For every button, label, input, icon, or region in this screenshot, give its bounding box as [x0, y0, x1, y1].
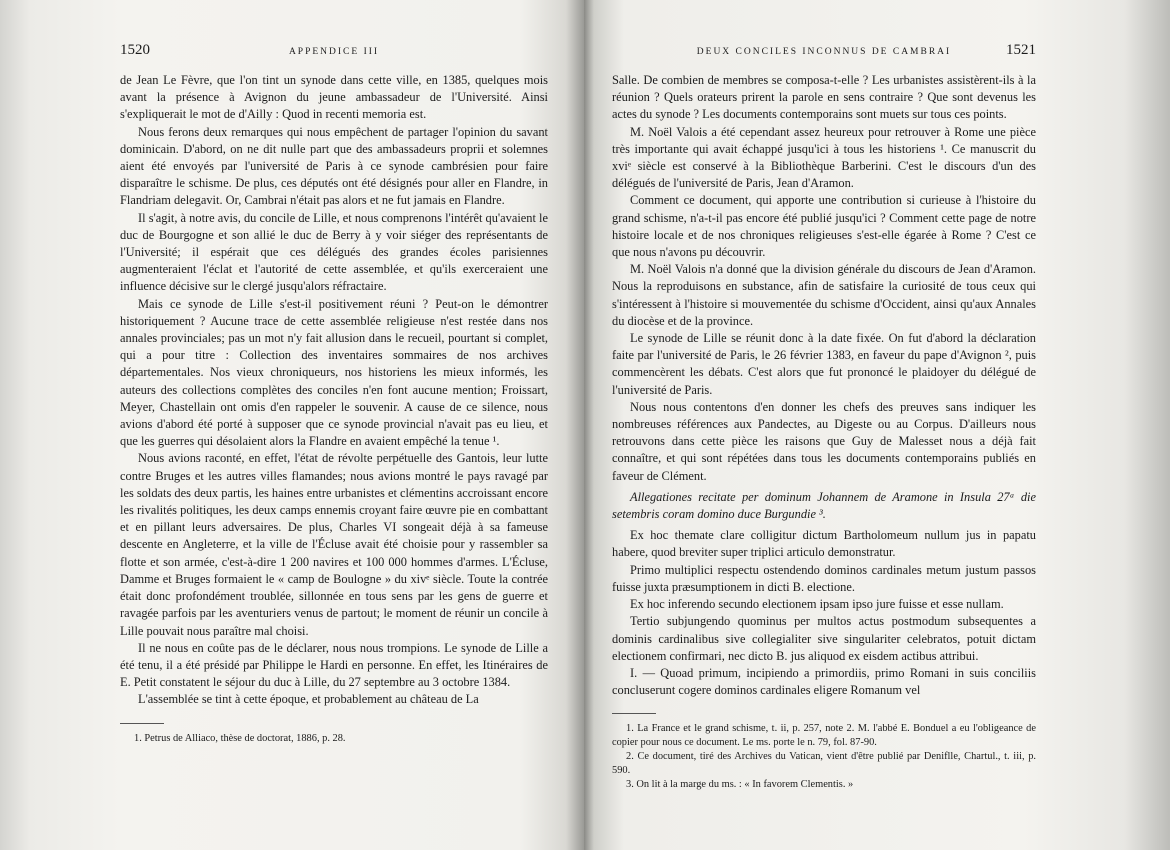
footnotes [612, 722, 1036, 792]
page-number: 1521 [1006, 42, 1036, 58]
paragraph: Il ne nous en coûte pas de le déclarer, nous nous trompions. Le synode de Lille a été tenu, il a été présidé par Philippe le Hardi en personne. En effet, les Itinéraires de E. Petit constatent le séjour du duc à Lille, du 27 septembre au 3 octobre 1384. [120, 640, 548, 690]
paragraph: Le synode de Lille se réunit donc à la date fixée. On fut d'abord la déclaration faite par l'université de Paris, le 26 février 1383, en faveur du pape d'Avignon ², puis commencèrent les débats. C'est alors que fut prononcé le plaidoyer du délégué de l'université de Paris. [612, 331, 1036, 397]
paragraph: Nous ferons deux remarques qui nous empêchent de partager l'opinion du savant dominicain. D'abord, on ne dit nulle part que des ambassadeurs proprii et solemnes aient été envoyés par l'université de Paris à ce synode cambrésien pour faire disparaître le schisme. De plus, ces députés ont été désignés pour aller en Flandre, in Flandriam delegavit. Or, Cambrai n'était pas alors et ne fut jamais en Flandre. [120, 124, 548, 208]
left-page [0, 0, 584, 850]
right-page-body [612, 72, 1036, 699]
paragraph: de Jean Le Fèvre, que l'on tint un synode dans cette ville, en 1385, quelques mois avant la présence à Avignon du jeune ambassadeur de l'Université. Ainsi s'expliquerait le mot de d'Ailly : Quod in recenti memoria est. [120, 73, 548, 122]
right-page-header [612, 42, 1036, 72]
footnote-rule [612, 713, 656, 714]
paragraph: I. — Quoad primum, incipiendo a primordiis, primo Romani in suis conciliis concluserunt cogere dominos cardinales eligere Romanum vel [612, 665, 1036, 698]
running-head: APPENDICE III [288, 47, 380, 57]
footnote: 3. On lit à la marge du ms. : « In favorem Clementis. » [626, 779, 854, 791]
left-page-body [120, 72, 548, 709]
paragraph: Il s'agit, à notre avis, du concile de Lille, et nous comprenons l'intérêt qu'avaient le duc de Bourgogne et son allié le duc de Berry à y voir siéger des représentants de l'Université; il espérait que ces délégués des grandes écoles parisiennes augmenteraient l'éclat et l'autorité de cette assemblée, et qu'ils exerceraient une influence décisive sur le clergé jusqu'alors réfractaire. [120, 210, 548, 294]
paragraph: Comment ce document, qui apporte une contribution si curieuse à l'histoire du grand schisme, n'a-t-il pas encore été publié jusqu'ici ? Comment cette page de notre histoire locale et de nos chroniques religieuses s'est-elle égarée à Rome ? C'est ce que nous n'avons pu découvrir. [612, 193, 1036, 260]
footnote-rule [120, 723, 164, 724]
right-page [584, 0, 1170, 850]
paragraph: L'assemblée se tint à cette époque, et probablement au château de La [138, 692, 479, 707]
footnote: 2. Ce document, tiré des Archives du Vatican, vient d'être publié par Deniflle, Chartul., t. iii, p. 590. [612, 751, 1036, 777]
paragraph: M. Noël Valois n'a donné que la division générale du discours de Jean d'Aramon. Nous la reproduisons en substance, afin de satisfaire la curiosité de tous ceux qui s'intéressent à l'histoire si mouvementée du schisme d'Occident, ainsi qu'aux Annales du diocèse et de la province. [612, 262, 1036, 328]
paragraph: Ex hoc inferendo secundo electionem ipsam ipso jure fuisse et esse nullam. [630, 597, 1004, 612]
paragraph: Nous avions raconté, en effet, l'état de révolte perpétuelle des Gantois, leur lutte contre Bruges et les autres villes flamandes; nous avions montré le pays ravagé par les soldats des deux partis, les haines entre urbanistes et clémentins accroissant encore les rivalités politiques, les deux camps ennemis croyant faire œuvre pie en combattant et en pillant leurs adversaires. De plus, Charles VI songeait déjà à sa fameuse descente en Angleterre, et la ville de l'Écluse avait été choisie pour y rassembler sa flotte et son armée, c'est-à-dire 1 200 navires et 100 000 hommes d'armes. L'Écluse, Damme et Bruges formaient le « camp de Boulogne » du xivᵉ siècle. Toute la contrée était donc profondément troublée, sillonnée en tous sens par les gens de guerre et ravagée parfois par les aventuriers venus de partout; le moment de réunir un concile à Lille pouvait nous paraître mal choisi. [120, 451, 548, 638]
footnote: 1. La France et le grand schisme, t. ii, p. 257, note 2. M. l'abbé E. Bonduel a eu l'obligeance de copier pour nous ce document. Le ms. porte le n. 79, fol. 87-90. [612, 723, 1036, 749]
paragraph: Tertio subjungendo quominus per multos actus postmodum subsequentes a dominis cardinalibus sive collegialiter sive singulariter celebratos, potuit dictam electionem confirmari, nec dicto B. jus aliquod ex eisdem actibus attribui. [612, 614, 1036, 663]
paragraph: Primo multiplici respectu ostendendo dominos cardinales metum justum passos fuisse juxta præsumptionem in dicti B. electione. [612, 562, 1036, 594]
paragraph: Ex hoc themate clare colligitur dictum Bartholomeum nullum jus in papatu habere, quod breviter super triplici articulo demonstratur. [612, 528, 1036, 560]
paragraph: M. Noël Valois a été cependant assez heureux pour retrouver à Rome une pièce très importante qui avait échappé jusqu'ici à tous les historiens ¹. Ce manuscrit du xviᵉ siècle est conservé à la Bibliothèque Barberini. C'est le discours d'un des délégués de l'université de Paris, Jean d'Aramon. [612, 124, 1036, 191]
paragraph: Mais ce synode de Lille s'est-il positivement réuni ? Peut-on le démontrer historiquement ? Aucune trace de cette assemblée religieuse n'est restée dans nos annales provinciales; pas un mot n'y fait allusion dans le recueil, pourtant si complet, qui a pour titre : Collection des inventaires sommaires de nos archives départementales. Nos vieux chroniqueurs, nos historiens les mieux informés, les auteurs des collections complètes des conciles n'en font aucune mention; Froissart, Meyer, Chastellain ont omis d'en rappeler le souvenir. A cause de ce silence, nous avions d'abord été porté à supposer que ce synode provincial n'avait pas eu lieu, et que les guerres qui désolaient alors la Flandre en avaient empêché la tenue ¹. [120, 296, 548, 449]
footnote: 1. Petrus de Alliaco, thèse de doctorat, 1886, p. 28. [134, 732, 346, 744]
paragraph: Nous nous contentons d'en donner les chefs des preuves sans indiquer les nombreuses références aux Pandectes, au Digeste ou au Corpus. D'ailleurs nous retrouvons dans cette pièce les raisons que Guy de Malesset nous a déjà fait connaître, et qui sont répétées dans tous les documents contemporains publiés en faveur de Clément. [612, 399, 1036, 483]
paragraph: Salle. De combien de membres se composa-t-elle ? Les urbanistes assistèrent-ils à la réunion ? Quels orateurs prirent la parole en sens contraire ? Que sont devenus les actes du synode ? Les documents contemporains sont muets sur tous ces points. [612, 73, 1036, 122]
running-head: DEUX CONCILES INCONNUS DE CAMBRAI [696, 47, 952, 57]
left-page-header [120, 42, 548, 72]
latin-heading: Allegationes recitate per dominum Johannem de Aramone in Insula 27ᵃ die setembris coram domino duce Burgundie ³. [612, 489, 1036, 522]
footnotes [120, 732, 548, 746]
page-number: 1520 [120, 42, 150, 58]
